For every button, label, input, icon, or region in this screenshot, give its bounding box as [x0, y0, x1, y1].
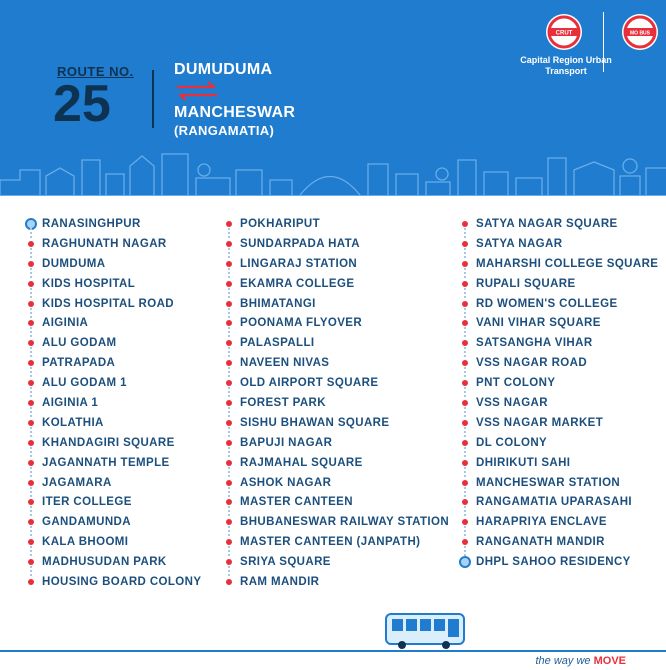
stop-marker-icon — [28, 400, 34, 406]
stop-item — [456, 373, 658, 393]
stop-item — [220, 254, 449, 274]
stop-name: KHANDAGIRI SQUARE — [42, 436, 175, 449]
stop-item — [22, 473, 201, 493]
road-line — [0, 650, 666, 652]
stop-item — [22, 274, 201, 294]
stop-item — [220, 234, 449, 254]
stop-marker-icon — [226, 579, 232, 585]
stop-name: SRIYA SQUARE — [240, 556, 331, 569]
stop-marker-icon — [226, 360, 232, 366]
stop-name: BHIMATANGI — [240, 297, 316, 310]
stop-marker-icon — [462, 241, 468, 247]
stop-marker-icon — [462, 281, 468, 287]
tagline-end: VE — [611, 655, 626, 667]
stop-name: ITER COLLEGE — [42, 496, 132, 509]
stop-item — [456, 333, 658, 353]
stop-item — [456, 254, 658, 274]
stop-marker-icon — [28, 360, 34, 366]
stop-marker-icon — [28, 340, 34, 346]
stop-name: ALU GODAM — [42, 337, 117, 350]
stop-marker-icon — [28, 320, 34, 326]
stop-name: POKHARIPUT — [240, 217, 321, 230]
bus-icon — [384, 612, 466, 655]
tagline-text: the way we — [535, 655, 591, 667]
stop-name: PATRAPADA — [42, 357, 116, 370]
stop-item — [456, 413, 658, 433]
stop-item — [22, 313, 201, 333]
stop-marker-icon — [462, 480, 468, 486]
stop-item — [456, 274, 658, 294]
stop-marker-icon — [462, 221, 468, 227]
stop-item — [220, 353, 449, 373]
stop-item — [456, 214, 658, 234]
stop-name: JAGAMARA — [42, 476, 112, 489]
stop-marker-icon — [226, 519, 232, 525]
stop-marker-icon — [462, 519, 468, 525]
stop-marker-icon — [462, 460, 468, 466]
stop-marker-icon — [462, 420, 468, 426]
stop-item — [22, 294, 201, 314]
stop-marker-icon — [28, 460, 34, 466]
stop-marker-icon — [226, 440, 232, 446]
stop-name: HOUSING BOARD COLONY — [42, 575, 202, 588]
route-origin: DUMUDUMA — [174, 61, 273, 78]
stop-name: NAVEEN NIVAS — [240, 357, 330, 370]
stop-name: PNT COLONY — [476, 377, 556, 390]
stop-item — [22, 512, 201, 532]
stop-item — [22, 433, 201, 453]
stop-list-column-1 — [22, 214, 201, 592]
stop-name: BAPUJI NAGAR — [240, 436, 333, 449]
stop-name: MASTER CANTEEN (JANPATH) — [240, 536, 421, 549]
stop-item — [22, 552, 201, 572]
stop-marker-icon — [28, 281, 34, 287]
stop-marker-icon — [462, 320, 468, 326]
stop-name: KIDS HOSPITAL — [42, 277, 136, 290]
stop-item — [456, 453, 658, 473]
stop-item — [22, 214, 201, 234]
bidirectional-arrow-icon — [174, 80, 220, 107]
stop-marker-icon — [462, 340, 468, 346]
stop-item — [220, 512, 449, 532]
stop-name: GANDAMUNDA — [42, 516, 131, 529]
stop-marker-icon — [226, 301, 232, 307]
stop-item — [22, 413, 201, 433]
stop-name: SATYA NAGAR — [476, 237, 563, 250]
stop-marker-icon — [226, 400, 232, 406]
stop-item — [220, 294, 449, 314]
stop-marker-icon — [226, 320, 232, 326]
stop-marker-icon — [28, 420, 34, 426]
stop-item — [220, 313, 449, 333]
stop-name: VSS NAGAR — [476, 396, 548, 409]
stop-item — [220, 552, 449, 572]
stop-marker-icon — [28, 241, 34, 247]
stop-marker-icon — [462, 499, 468, 505]
stop-marker-icon — [462, 400, 468, 406]
stop-marker-icon — [226, 559, 232, 565]
stop-name: RUPALI SQUARE — [476, 277, 576, 290]
stop-item — [22, 353, 201, 373]
stop-marker-icon — [28, 499, 34, 505]
stop-list-column-2 — [220, 214, 449, 592]
city-skyline-illustration — [0, 140, 666, 196]
stop-name: KOLATHIA — [42, 416, 104, 429]
stop-marker-icon — [226, 480, 232, 486]
stop-marker-icon — [462, 440, 468, 446]
stop-item — [220, 274, 449, 294]
stop-name: EKAMRA COLLEGE — [240, 277, 355, 290]
stop-name: AIGINIA 1 — [42, 396, 99, 409]
stop-marker-icon — [226, 539, 232, 545]
stop-list-column-3 — [456, 214, 658, 572]
stop-item — [220, 492, 449, 512]
stop-marker-icon — [28, 261, 34, 267]
stop-marker-icon — [226, 281, 232, 287]
stop-item — [22, 234, 201, 254]
stop-item — [22, 532, 201, 552]
stop-name: ASHOK NAGAR — [240, 476, 332, 489]
stop-name: PALASPALLI — [240, 337, 315, 350]
stop-name: MAHARSHI COLLEGE SQUARE — [476, 257, 659, 270]
stop-marker-icon — [226, 499, 232, 505]
stop-marker-icon — [28, 519, 34, 525]
stop-item — [456, 433, 658, 453]
stop-name: RD WOMEN'S COLLEGE — [476, 297, 618, 310]
stop-marker-icon — [462, 380, 468, 386]
stop-name: RAGHUNATH NAGAR — [42, 237, 167, 250]
stop-item — [22, 453, 201, 473]
stop-name: OLD AIRPORT SQUARE — [240, 377, 379, 390]
stop-item — [220, 433, 449, 453]
stop-item — [220, 393, 449, 413]
stop-name: VANI VIHAR SQUARE — [476, 317, 601, 330]
stop-item — [220, 572, 449, 592]
stop-item — [22, 333, 201, 353]
stop-name: HARAPRIYA ENCLAVE — [476, 516, 607, 529]
stop-item — [456, 313, 658, 333]
stop-name: KALA BHOOMI — [42, 536, 129, 549]
stop-item — [456, 473, 658, 493]
stop-name: JAGANNATH TEMPLE — [42, 456, 170, 469]
stop-item — [456, 353, 658, 373]
stop-name: RAM MANDIR — [240, 575, 320, 588]
stop-marker-icon — [226, 380, 232, 386]
route-header — [0, 0, 666, 196]
stop-item — [22, 373, 201, 393]
stop-name: KIDS HOSPITAL ROAD — [42, 297, 175, 310]
stop-name: SISHU BHAWAN SQUARE — [240, 416, 390, 429]
stop-name: DL COLONY — [476, 436, 548, 449]
stop-name: RANGAMATIA UPARASAHI — [476, 496, 633, 509]
terminal-stop-marker-icon — [459, 556, 471, 568]
stop-name: BHUBANESWAR RAILWAY STATION — [240, 516, 450, 529]
stop-name: SUNDARPADA HATA — [240, 237, 360, 250]
stop-name: LINGARAJ STATION — [240, 257, 358, 270]
stop-item — [220, 214, 449, 234]
stop-marker-icon — [28, 480, 34, 486]
stop-name: SATSANGHA VIHAR — [476, 337, 593, 350]
stop-name: RAJMAHAL SQUARE — [240, 456, 363, 469]
stop-item — [220, 473, 449, 493]
brand-name: Capital Region Urban Transport — [520, 55, 612, 76]
stop-marker-icon — [28, 440, 34, 446]
stop-name: SATYA NAGAR SQUARE — [476, 217, 618, 230]
stop-marker-icon — [226, 340, 232, 346]
mobus-logo-text: MO BUS — [630, 30, 650, 37]
stop-name: MANCHESWAR STATION — [476, 476, 621, 489]
stop-item — [456, 512, 658, 532]
stop-item — [456, 393, 658, 413]
stop-item — [456, 294, 658, 314]
stop-marker-icon — [226, 241, 232, 247]
stop-marker-icon — [462, 360, 468, 366]
stop-name: VSS NAGAR MARKET — [476, 416, 604, 429]
stop-item — [22, 254, 201, 274]
stop-name: RANASINGHPUR — [42, 217, 141, 230]
stop-marker-icon — [462, 539, 468, 545]
stop-marker-icon — [226, 460, 232, 466]
crut-logo-text: CRUT — [555, 30, 573, 37]
stop-item — [456, 234, 658, 254]
stop-marker-icon — [226, 221, 232, 227]
stop-item — [220, 413, 449, 433]
stop-name: POONAMA FLYOVER — [240, 317, 363, 330]
stop-name: ALU GODAM 1 — [42, 377, 127, 390]
stop-name: DHPL SAHOO RESIDENCY — [476, 556, 631, 569]
stop-marker-icon — [28, 559, 34, 565]
stop-name: DUMDUMA — [42, 257, 106, 270]
stop-item — [456, 532, 658, 552]
stop-item — [22, 572, 201, 592]
stop-marker-icon — [28, 579, 34, 585]
stop-item — [220, 532, 449, 552]
stop-name: MADHUSUDAN PARK — [42, 556, 167, 569]
stop-name: VSS NAGAR ROAD — [476, 357, 588, 370]
header-divider — [152, 70, 154, 128]
stop-item — [22, 492, 201, 512]
stop-marker-icon — [226, 420, 232, 426]
mobus-logo-icon — [620, 12, 660, 57]
stop-name: RANGANATH MANDIR — [476, 536, 605, 549]
route-destination-sub: (RANGAMATIA) — [174, 123, 275, 138]
crut-logo-icon — [544, 12, 584, 57]
route-destination: MANCHESWAR — [174, 104, 296, 121]
stop-item — [220, 373, 449, 393]
stop-marker-icon — [462, 301, 468, 307]
stop-marker-icon — [28, 301, 34, 307]
stop-marker-icon — [226, 261, 232, 267]
tagline — [535, 655, 626, 667]
stop-marker-icon — [28, 380, 34, 386]
stop-name: FOREST PARK — [240, 396, 326, 409]
stop-item — [22, 393, 201, 413]
stop-name: MASTER CANTEEN — [240, 496, 353, 509]
route-label: ROUTE NO. — [57, 64, 134, 79]
stop-item — [456, 552, 658, 572]
stop-marker-icon — [462, 261, 468, 267]
tagline-mo: MO — [593, 655, 612, 667]
stop-item — [220, 333, 449, 353]
stop-name: DHIRIKUTI SAHI — [476, 456, 571, 469]
route-number: 25 — [53, 75, 111, 133]
stop-item — [220, 453, 449, 473]
stop-marker-icon — [28, 539, 34, 545]
stop-item — [456, 492, 658, 512]
stop-name: AIGINIA — [42, 317, 89, 330]
